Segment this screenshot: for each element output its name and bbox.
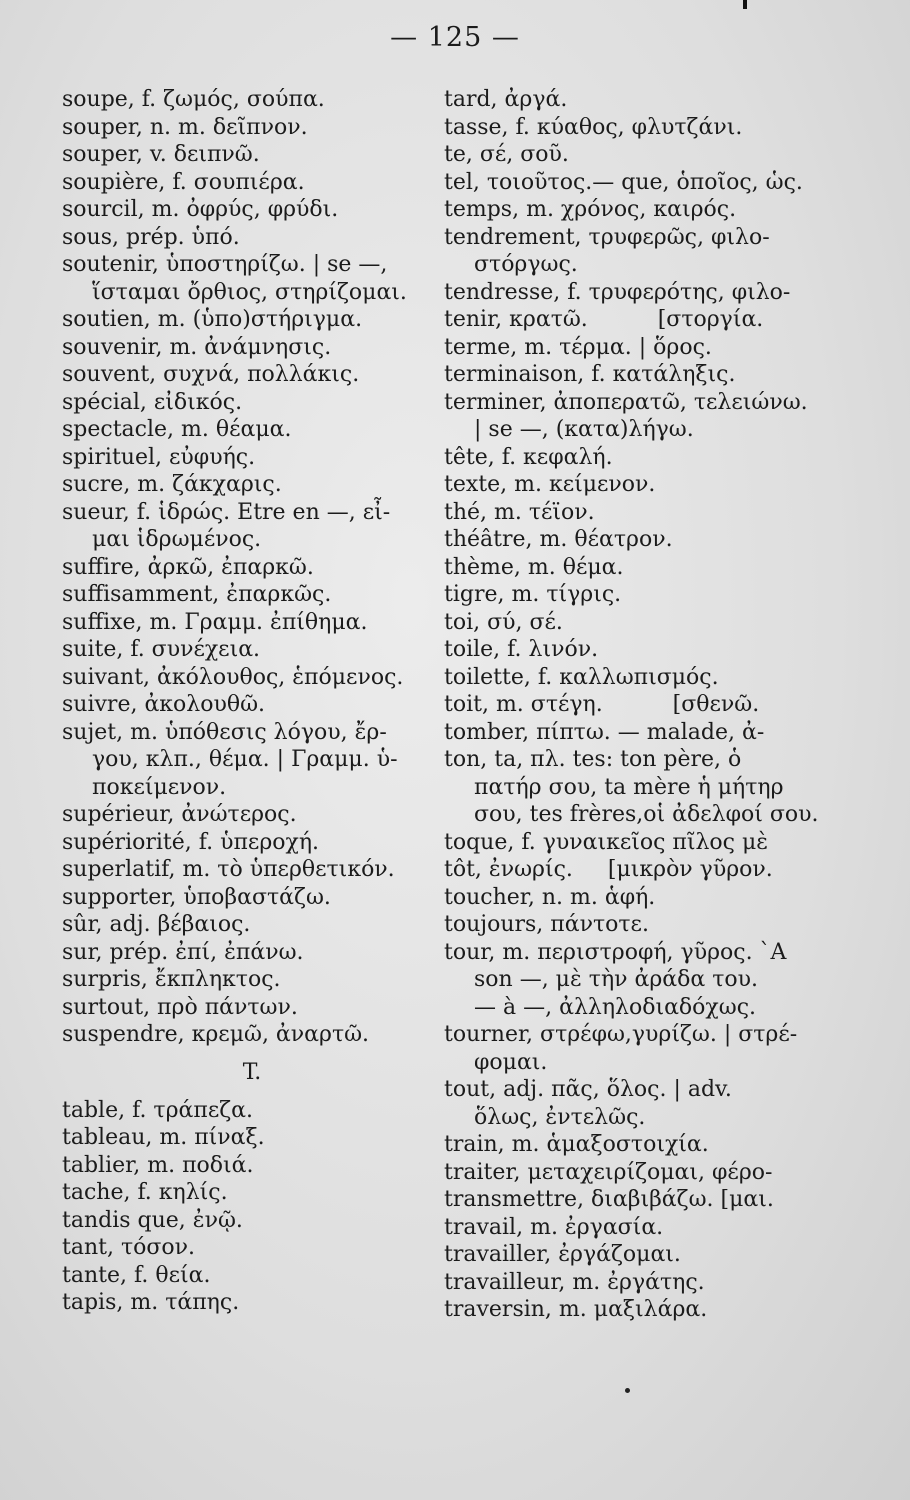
right-column bbox=[444, 86, 844, 1324]
entry: travailler, ἐργάζομαι. bbox=[444, 1242, 681, 1267]
entry: sucre, m. ζάκχαρις. bbox=[62, 472, 282, 497]
entry: théâtre, m. θέατρον. bbox=[444, 527, 673, 552]
entry: suffisamment, ἐπαρκῶς. bbox=[62, 582, 332, 607]
entry: sous, prép. ὑπό. bbox=[62, 224, 240, 250]
section-heading: T. bbox=[242, 1059, 262, 1085]
ink-dot bbox=[625, 1388, 630, 1393]
entry: toile, f. λινόν. bbox=[444, 637, 599, 662]
entry: tourner, στρέφω,γυρίζω. | στρέ- bbox=[444, 1022, 798, 1047]
entry: terminer, ἀποπερατῶ, τελειώνω. bbox=[444, 389, 808, 415]
entry: toi, σύ, σέ. bbox=[444, 609, 563, 635]
entry: toujours, πάντοτε. bbox=[444, 912, 649, 937]
entry: tendrement, τρυφερῶς, φιλο- bbox=[444, 224, 770, 250]
entry: sur, prép. ἐπί, ἐπάνω. bbox=[62, 939, 304, 965]
entry: tante, f. θεία. bbox=[62, 1262, 211, 1288]
entry: te, σέ, σοῦ. bbox=[444, 142, 569, 167]
entry: travailleur, m. ἐργάτης. bbox=[444, 1269, 705, 1295]
entry: traiter, μεταχειρίζομαι, φέρο- bbox=[444, 1159, 773, 1185]
entry-continuation: — à —, ἀλληλοδιαδόχως. bbox=[474, 994, 757, 1020]
entry: suivre, ἀκολουθῶ. bbox=[62, 692, 266, 717]
entry: tandis que, ἐνῷ. bbox=[62, 1207, 243, 1233]
entry: soupe, f. ζωμός, σούπα. bbox=[62, 87, 325, 112]
entry-continuation: γου, κλπ., θέμα. | Γραμμ. ὑ- bbox=[92, 747, 398, 772]
entry-continuation: στόργως. bbox=[474, 252, 578, 277]
entry: spectacle, m. θέαμα. bbox=[62, 417, 292, 442]
entry: soutenir, ὑποστηρίζω. | se —, bbox=[62, 252, 388, 277]
entry: terme, m. τέρμα. | ὅρος. bbox=[444, 334, 712, 360]
entry: sujet, m. ὑπόθεσις λόγου, ἔρ- bbox=[62, 719, 387, 745]
entry: souper, v. δειπνῶ. bbox=[62, 142, 260, 167]
entry-continuation: ἵσταμαι ὄρθιος, στηρίζομαι. bbox=[92, 279, 407, 305]
entry: souper, n. m. δεῖπνον. bbox=[62, 114, 308, 140]
entry: soupière, f. σουπιέρα. bbox=[62, 169, 305, 195]
entry: transmettre, διαβιβάζω. [μαι. bbox=[444, 1187, 774, 1212]
entry: tenir, κρατῶ. [στοργία. bbox=[444, 307, 764, 332]
entry: tel, τοιοῦτος.— que, ὁποῖος, ὡς. bbox=[444, 169, 803, 195]
entry: superlatif, m. τὸ ὑπερθετικόν. bbox=[62, 857, 395, 882]
entry: tant, τόσον. bbox=[62, 1235, 195, 1260]
left-column bbox=[62, 86, 422, 1317]
entry-continuation: son —, μὲ τὴν ἀράδα του. bbox=[474, 967, 759, 992]
entry: tôt, ἐνωρίς. [μικρὸν γῦρον. bbox=[444, 857, 773, 882]
entry: terminaison, f. κατάληξις. bbox=[444, 362, 736, 387]
entry: toque, f. γυναικεῖος πῖλος μὲ bbox=[444, 829, 769, 855]
entry-continuation: ὅλως, ἐντελῶς. bbox=[474, 1104, 646, 1130]
entry: tasse, f. κύαθος, φλυτζάνι. bbox=[444, 114, 743, 140]
entry-continuation: πατήρ σου, ta mère ἡ μήτηρ bbox=[474, 774, 784, 800]
entry: supporter, ὑποβαστάζω. bbox=[62, 884, 331, 910]
entry: suivant, ἀκόλουθος, ἑπόμενος. bbox=[62, 664, 404, 690]
entry: tache, f. κηλίς. bbox=[62, 1180, 228, 1205]
entry: souvent, συχνά, πολλάκις. bbox=[62, 362, 360, 387]
entry: texte, m. κείμενον. bbox=[444, 472, 656, 497]
entry: sourcil, m. ὀφρύς, φρύδι. bbox=[62, 197, 339, 222]
entry: tablier, m. ποδιά. bbox=[62, 1152, 254, 1178]
entry: toucher, n. m. ἁφή. bbox=[444, 884, 656, 910]
entry: souvenir, m. ἀνάμνησις. bbox=[62, 334, 332, 360]
entry: soutien, m. (ὑπο)στήριγμα. bbox=[62, 307, 363, 332]
entry: sueur, f. ἱδρώς. Etre en —, εἶ- bbox=[62, 499, 391, 525]
entry: tendresse, f. τρυφερότης, φιλο- bbox=[444, 279, 791, 305]
entry: tableau, m. πίναξ. bbox=[62, 1125, 265, 1150]
entry: tard, ἀργά. bbox=[444, 87, 568, 112]
entry: toit, m. στέγη. [σθενῶ. bbox=[444, 692, 760, 717]
entry: tomber, πίπτω. — malade, ἀ- bbox=[444, 719, 765, 745]
entry: surpris, ἔκπληκτος. bbox=[62, 967, 281, 992]
entry: traversin, m. μαξιλάρα. bbox=[444, 1297, 708, 1322]
entry: toilette, f. καλλωπισμός. bbox=[444, 664, 719, 690]
entry: travail, m. ἐργασία. bbox=[444, 1214, 664, 1240]
entry-continuation: σου, tes frères,οἱ ἀδελφοί σου. bbox=[474, 802, 819, 827]
entry: tout, adj. πᾶς, ὅλος. | adv. bbox=[444, 1077, 732, 1102]
entry: surtout, πρὸ πάντων. bbox=[62, 994, 298, 1020]
entry: spirituel, εὐφυής. bbox=[62, 444, 256, 470]
entry-continuation: | se —, (κατα)λήγω. bbox=[474, 417, 694, 442]
entry: supérieur, ἀνώτερος. bbox=[62, 802, 297, 827]
entry: tour, m. περιστροφή, γῦρος. `A bbox=[444, 939, 787, 965]
entry: temps, m. χρόνος, καιρός. bbox=[444, 197, 737, 222]
entry: thé, m. τέϊον. bbox=[444, 499, 595, 525]
entry: tête, f. κεφαλή. bbox=[444, 444, 613, 470]
entry: suffixe, m. Γραμμ. ἐπίθημα. bbox=[62, 609, 368, 635]
entry-continuation: μαι ἱδρωμένος. bbox=[92, 527, 262, 552]
page-number: — 125 — bbox=[390, 22, 520, 53]
entry: spécial, εἰδικός. bbox=[62, 389, 243, 415]
entry-continuation: φομαι. bbox=[474, 1049, 548, 1075]
entry: train, m. ἁμαξοστοιχία. bbox=[444, 1132, 709, 1157]
entry: suite, f. συνέχεια. bbox=[62, 637, 261, 662]
ink-mark bbox=[743, 0, 747, 9]
entry-continuation: ποκείμενον. bbox=[92, 774, 227, 800]
entry: suspendre, κρεμῶ, ἀναρτῶ. bbox=[62, 1022, 370, 1047]
entry: table, f. τράπεζα. bbox=[62, 1097, 254, 1123]
entry: tapis, m. τάπης. bbox=[62, 1290, 240, 1315]
entry: suffire, ἀρκῶ, ἐπαρκῶ. bbox=[62, 554, 314, 580]
entry: sûr, adj. βέβαιος. bbox=[62, 912, 251, 937]
entry: supériorité, f. ὑπεροχή. bbox=[62, 829, 320, 855]
entry: tigre, m. τίγρις. bbox=[444, 582, 622, 607]
entry: ton, ta, πλ. tes: ton père, ὁ bbox=[444, 747, 742, 772]
entry: thème, m. θέμα. bbox=[444, 554, 624, 580]
